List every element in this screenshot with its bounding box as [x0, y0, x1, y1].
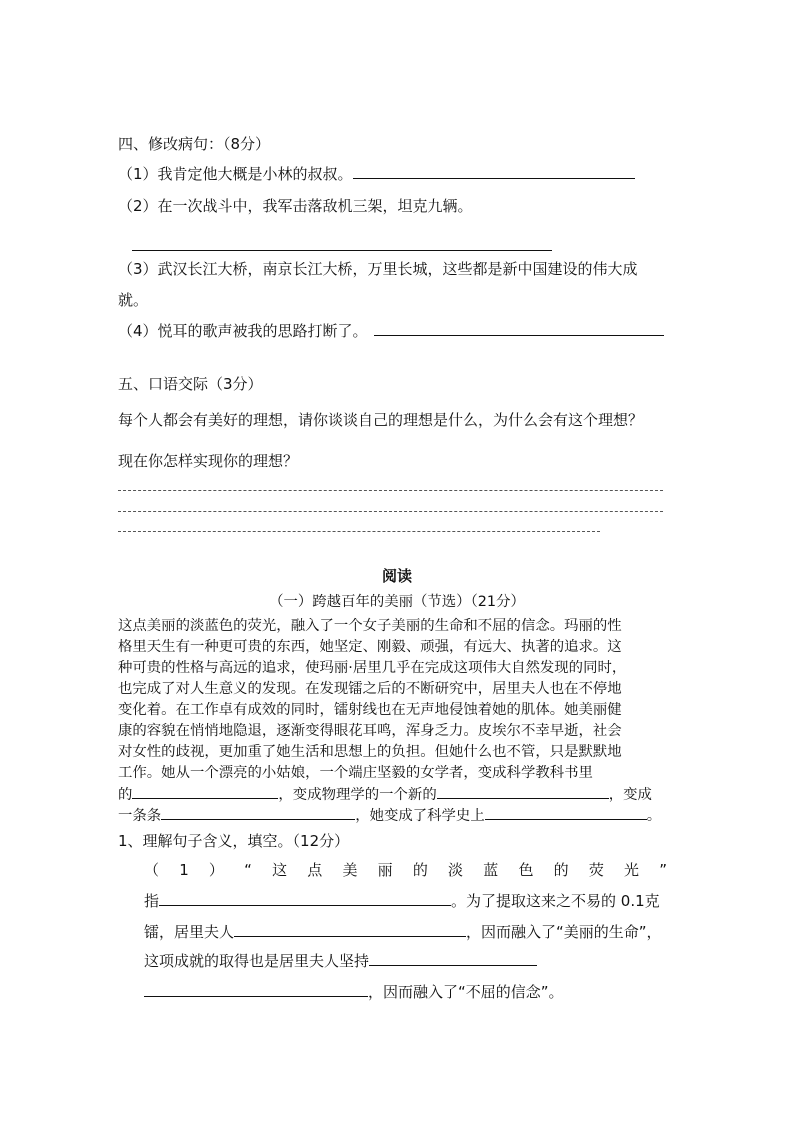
passage-line: 变化着。在工作卓有成效的同时，镭射线也在无声地侵蚀着她的肌体。她美丽健 — [118, 702, 622, 718]
reading-title: 阅读 — [381, 567, 412, 585]
question-text: 这项成就的取得也是居里夫人坚持 — [144, 952, 370, 970]
answer-line[interactable] — [118, 490, 663, 491]
passage-text: 的 — [118, 787, 133, 803]
reading-q1-sub-line4 — [144, 951, 537, 971]
answer-line[interactable] — [118, 531, 600, 532]
passage-text: ，她变成了科学史上 — [355, 808, 485, 824]
answer-blank[interactable] — [437, 784, 609, 799]
question-text: 指 — [144, 892, 160, 910]
question-text: 镭，居里夫人 — [144, 923, 235, 941]
reading-q1-sub-line5 — [144, 982, 564, 1002]
reading-q1-sub-line3 — [144, 922, 662, 942]
section5-prompt-line2: 现在你怎样实现你的理想？ — [118, 452, 299, 470]
passage-line: 种可贵的性格与高远的追求，使玛丽·居里几乎在完成这项伟大自然发现的同时， — [118, 660, 627, 676]
reading-passage — [118, 616, 678, 826]
passage-text: 。 — [646, 808, 662, 824]
passage-line: 格里天生有一种更可贵的东西，她坚定、刚毅、顽强，有远大、执著的追求。这 — [118, 639, 622, 655]
passage-text: 一条条 — [118, 808, 162, 824]
passage-line: 也完成了对人生意义的发现。在发现镭之后的不断研究中，居里夫人也在不停地 — [118, 681, 622, 697]
section4-q1-text: （1）我肯定他大概是小林的叔叔。 — [118, 165, 353, 183]
section4-q3-line1: （3）武汉长江大桥，南京长江大桥，万里长城，这些都是新中国建设的伟大成 — [118, 260, 638, 278]
section4-q1 — [118, 164, 635, 184]
passage-line: 康的容貌在悄悄地隐退，逐渐变得眼花耳鸣，浑身乏力。皮埃尔不幸早逝，社会 — [118, 723, 622, 739]
answer-line[interactable] — [132, 250, 552, 251]
section4-q3-line2: 就。 — [118, 291, 149, 309]
passage-line-fill-2 — [118, 805, 678, 826]
answer-blank[interactable] — [234, 922, 466, 937]
reading-q1-sub-line1: （1）“这点美丽的淡蓝色的荧光” — [144, 861, 668, 879]
reading-subtitle: （一）跨越百年的美丽（节选）（21分） — [269, 594, 525, 610]
section4-q2: （2）在一次战斗中，我军击落敌机三架，坦克九辆。 — [118, 197, 473, 215]
question-text: ，因而融入了“不屈的信念”。 — [368, 983, 564, 1001]
section5-prompt-line1: 每个人都会有美好的理想，请你谈谈自己的理想是什么，为什么会有这个理想？ — [118, 411, 644, 429]
passage-text: ，变成物理学的一个新的 — [278, 787, 437, 803]
section5-heading: 五、口语交际（3分） — [118, 375, 263, 393]
section4-heading: 四、修改病句：（8分） — [118, 135, 271, 153]
answer-line[interactable] — [118, 511, 663, 512]
passage-line: 这点美丽的淡蓝色的荧光，融入了一个女子美丽的生命和不屈的信念。玛丽的性 — [118, 618, 622, 634]
answer-blank[interactable] — [353, 164, 635, 179]
section4-q4 — [118, 321, 664, 341]
question-text: 。为了提取这来之不易的 0.1克 — [451, 892, 660, 910]
answer-blank[interactable] — [374, 321, 664, 336]
question-text: ，因而融入了“美丽的生命”， — [466, 923, 662, 941]
reading-q1-sub-line2 — [144, 891, 660, 911]
answer-blank[interactable] — [144, 982, 368, 997]
passage-line-fill-1 — [118, 784, 678, 805]
passage-line: 工作。她从一个漂亮的小姑娘，一个端庄坚毅的女学者，变成科学教科书里 — [118, 765, 593, 781]
passage-text: ，变成 — [608, 787, 652, 803]
reading-q1-heading: 1、理解句子含义，填空。（12分） — [118, 832, 350, 850]
answer-blank[interactable] — [369, 951, 537, 966]
answer-blank[interactable] — [132, 784, 278, 799]
section4-q4-text: （4）悦耳的歌声被我的思路打断了。 — [118, 322, 368, 340]
answer-blank[interactable] — [161, 805, 355, 820]
passage-line: 对女性的歧视，更加重了她生活和思想上的负担。但她什么也不管，只是默默地 — [118, 744, 622, 760]
answer-blank[interactable] — [159, 891, 451, 906]
answer-blank[interactable] — [485, 805, 647, 820]
